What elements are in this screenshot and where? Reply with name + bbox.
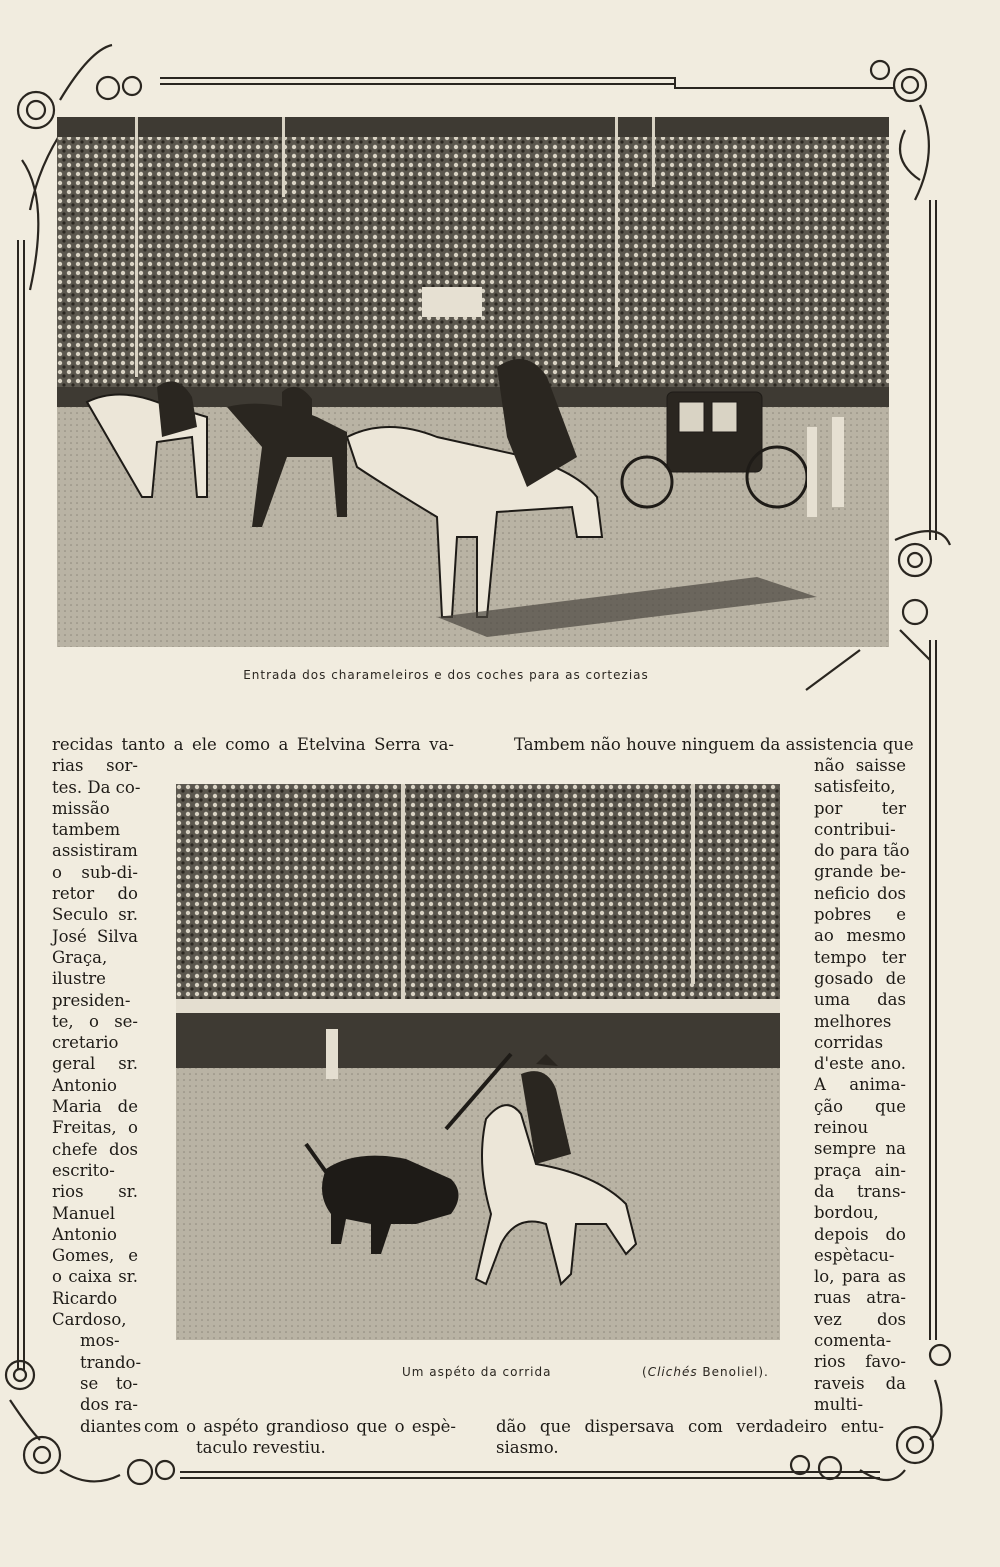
text-line: sempre na: [814, 1139, 906, 1159]
text-line: ilustre: [52, 969, 106, 989]
text-line: por ter: [814, 798, 906, 818]
text-line: cretario: [52, 1033, 119, 1053]
text-line: recidas tanto a ele como a Etelvina Serra va-: [52, 735, 454, 754]
text-line: o sub-di-: [52, 862, 138, 882]
text-line: contribui-: [814, 819, 896, 839]
text-line: Maria de: [52, 1097, 138, 1117]
text-line: escrito-: [52, 1160, 115, 1180]
article-right-top: [514, 734, 914, 755]
text-line: ruas atra-: [814, 1288, 906, 1308]
text-line: o caixa sr.: [52, 1267, 138, 1287]
text-line: siasmo.: [496, 1438, 559, 1458]
text-line: Ricardo: [52, 1288, 118, 1308]
text-line: uma das: [814, 990, 906, 1010]
text-line: tes. Da co-: [52, 777, 141, 797]
text-line: Antonio: [52, 1224, 117, 1244]
text-line: mos-: [80, 1331, 120, 1351]
text-line: Cardoso,: [52, 1310, 127, 1330]
text-line: missão: [52, 798, 110, 818]
text-line: reinou: [814, 1118, 869, 1138]
text-line: grande be-: [814, 862, 906, 882]
text-line: praça ain-: [814, 1160, 906, 1180]
credit-name: Benoliel).: [697, 1365, 769, 1379]
text-line: melhores: [814, 1011, 892, 1031]
text-line: presiden-: [52, 990, 131, 1010]
text-line: se to-: [80, 1373, 138, 1393]
left-indent-lines: [52, 1330, 454, 1415]
article-right-tail: [496, 1416, 884, 1459]
text-line: com o aspéto grandioso que o espè-: [144, 1417, 456, 1436]
text-line: diantes: [80, 1416, 142, 1436]
photo-procession: [57, 117, 889, 647]
text-line: comenta-: [814, 1331, 892, 1351]
text-line: Seculo sr.: [52, 905, 138, 925]
text-line: satisfeito,: [814, 777, 896, 797]
text-line: geral sr.: [52, 1054, 138, 1074]
text-line: rias sor-: [52, 756, 138, 776]
text-line: retor do: [52, 884, 138, 904]
text-line: corridas: [814, 1032, 884, 1052]
photo-credit: [642, 1365, 769, 1379]
credit-prefix: (: [642, 1365, 648, 1379]
text-line: Graça,: [52, 947, 108, 967]
credit-italic: Clichés: [647, 1365, 698, 1379]
text-line: gosado de: [814, 968, 906, 988]
text-line: neficio dos: [814, 883, 906, 903]
text-line: pobres e: [814, 905, 906, 925]
article-left-column: [52, 734, 454, 1437]
text-line: dos ra-: [80, 1395, 138, 1415]
text-line: tempo ter: [814, 947, 906, 967]
text-line: Antonio: [52, 1075, 117, 1095]
text-line: da trans-: [814, 1181, 906, 1201]
text-line: chefe dos: [52, 1139, 138, 1159]
text-line: tambem: [52, 820, 121, 840]
text-line: vez dos: [814, 1309, 906, 1329]
text-line: assistiram: [52, 841, 138, 861]
text-line: raveis da: [814, 1373, 906, 1393]
text-line: espètacu-: [814, 1245, 895, 1265]
photo-caption-bullfight: Um aspéto da corrida: [402, 1365, 552, 1379]
text-line: d'este ano.: [814, 1054, 906, 1074]
text-line: bordou,: [814, 1203, 879, 1223]
text-line: trando-: [80, 1352, 142, 1372]
text-line: ao mesmo: [814, 926, 906, 946]
text-line: rios sr.: [52, 1182, 138, 1202]
text-line: do para tão: [814, 841, 910, 861]
text-line: dão que dispersava com verdadeiro entu-: [496, 1417, 884, 1436]
article-left-tail: [144, 1416, 456, 1459]
text-line: não saisse: [814, 756, 906, 775]
right-narrow-lines: [814, 755, 910, 1415]
photo-caption-procession: Entrada dos charameleiros e dos coches para as cortezias: [243, 668, 649, 682]
text-line: rios favo-: [814, 1352, 906, 1372]
text-line: Tambem não houve ninguem da assistencia que: [514, 735, 914, 754]
text-line: José Silva: [52, 926, 138, 946]
text-line: depois do: [814, 1224, 906, 1244]
text-line: Freitas, o: [52, 1118, 138, 1138]
left-narrow-lines: [52, 755, 454, 1330]
text-line: taculo revestiu.: [196, 1438, 326, 1458]
text-line: Gomes, e: [52, 1246, 138, 1266]
text-line: Manuel: [52, 1203, 116, 1223]
text-line: ção que: [814, 1096, 906, 1116]
text-line: lo, para as: [814, 1267, 906, 1287]
text-line: multi-: [814, 1394, 864, 1414]
text-line: te, o se-: [52, 1011, 138, 1031]
text-line: A anima-: [814, 1075, 906, 1095]
